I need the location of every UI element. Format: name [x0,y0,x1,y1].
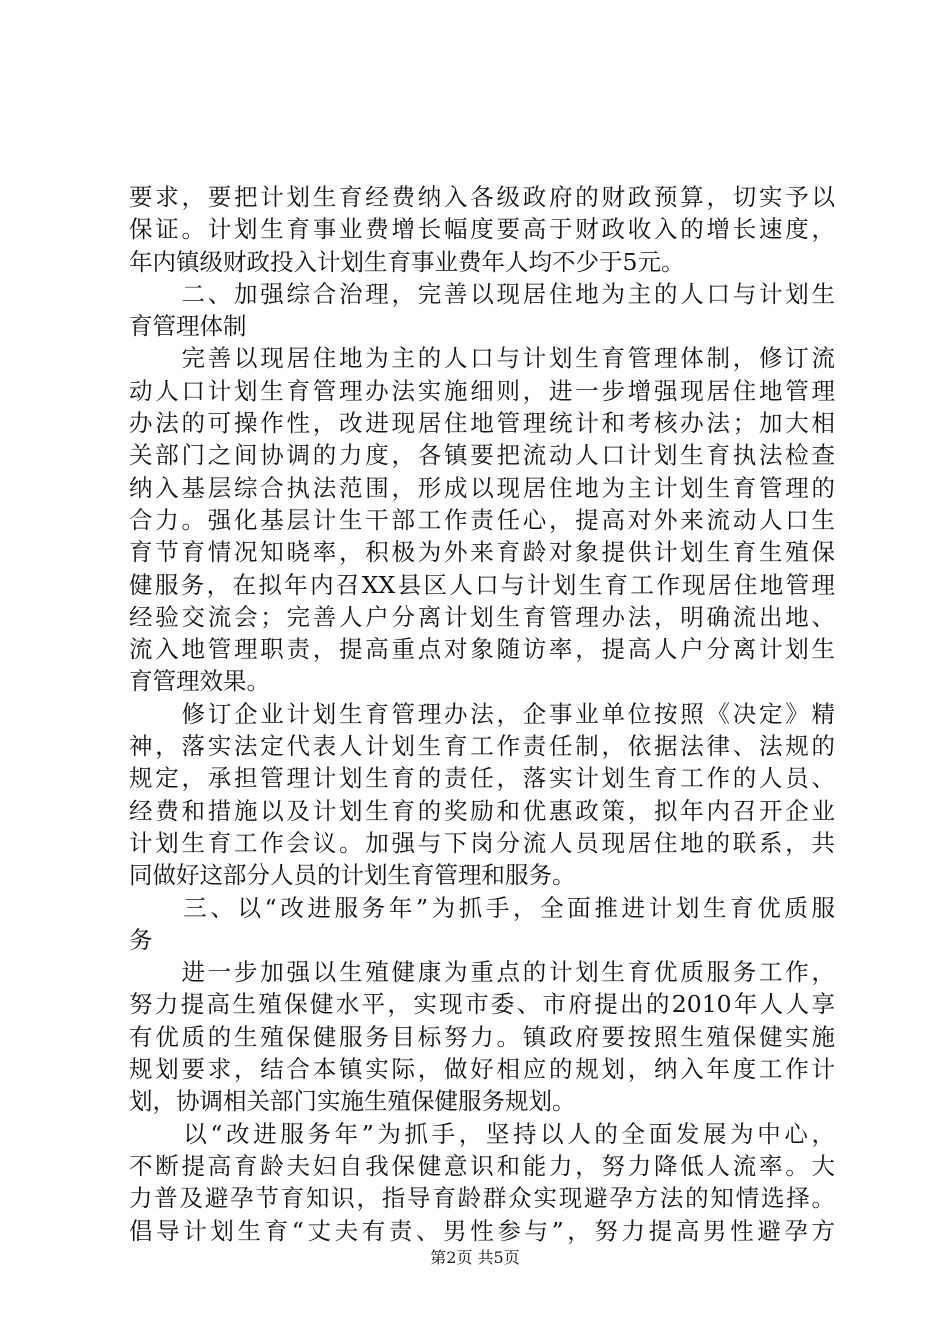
text-line: 合力。强化基层计生干部工作责任心，提高对外来流动人口生 [129,505,835,534]
text-line: 有优质的生殖保健服务目标努力。镇政府要按照生殖保健实施 [129,1022,835,1051]
text-line: 务 [129,925,153,954]
text-line: 不断提高育龄夫妇自我保健意识和能力，努力降低人流率。大 [129,1151,835,1180]
text-line: 育管理效果。 [129,667,270,696]
text-line: 神，落实法定代表人计划生育工作责任制，依据法律、法规的 [129,732,835,761]
text-line: 健服务，在拟年内召XX县区人口与计划生育工作现居住地管理 [129,570,835,599]
text-line: 流入地管理职责，提高重点对象随访率，提高人户分离计划生 [129,635,835,664]
document-body [129,181,835,1247]
text-line: 经费和措施以及计划生育的奖励和优惠政策，拟年内召开企业 [129,796,835,825]
text-line: 保证。计划生育事业费增长幅度要高于财政收入的增长速度， [129,215,835,244]
text-line: 动人口计划生育管理办法实施细则，进一步增强现居住地管理 [129,376,835,405]
text-line: 办法的可操作性，改进现居住地管理统计和考核办法；加大相 [129,409,835,438]
text-line: 计划生育工作会议。加强与下岗分流人员现居住地的联系，共 [129,828,835,857]
text-line: 规划要求，结合本镇实际，做好相应的规划，纳入年度工作计 [129,1055,835,1084]
text-line: 完善以现居住地为主的人口与计划生育管理体制，修订流 [129,344,835,373]
text-line: 年内镇级财政投入计划生育事业费年人均不少于5元。 [129,247,685,276]
text-line: 二、加强综合治理，完善以现居住地为主的人口与计划生 [129,279,835,308]
text-line: 关部门之间协调的力度，各镇要把流动人口计划生育执法检查 [129,441,835,470]
text-line: 倡导计划生育“丈夫有责、男性参与”，努力提高男性避孕方 [129,1216,835,1245]
text-line: 划，协调相关部门实施生殖保健服务规划。 [129,1087,576,1116]
text-line: 进一步加强以生殖健康为重点的计划生育优质服务工作， [129,958,835,987]
text-line: 要求，要把计划生育经费纳入各级政府的财政预算，切实予以 [129,183,835,211]
text-line: 修订企业计划生育管理办法，企事业单位按照《决定》精 [129,699,835,728]
text-line: 力普及避孕节育知识，指导育龄群众实现避孕方法的知情选择。 [129,1184,835,1213]
text-line: 育节育情况知晓率，积极为外来育龄对象提供计划生育生殖保 [129,538,835,567]
text-line: 努力提高生殖保健水平，实现市委、市府提出的2010年人人享 [129,990,835,1019]
text-line: 三、以“改进服务年”为抓手，全面推进计划生育优质服 [129,893,835,922]
text-line: 经验交流会；完善人户分离计划生育管理办法，明确流出地、 [129,602,835,631]
text-line: 育管理体制 [129,312,247,341]
text-line: 纳入基层综合执法范围，形成以现居住地为主计划生育管理的 [129,473,835,502]
page-footer: 第2页 共5页 [430,1248,520,1267]
text-line: 规定，承担管理计划生育的责任，落实计划生育工作的人员、 [129,764,835,793]
text-line: 以“改进服务年”为抓手，坚持以人的全面发展为中心， [129,1119,835,1148]
text-line: 同做好这部分人员的计划生育管理和服务。 [129,861,576,890]
